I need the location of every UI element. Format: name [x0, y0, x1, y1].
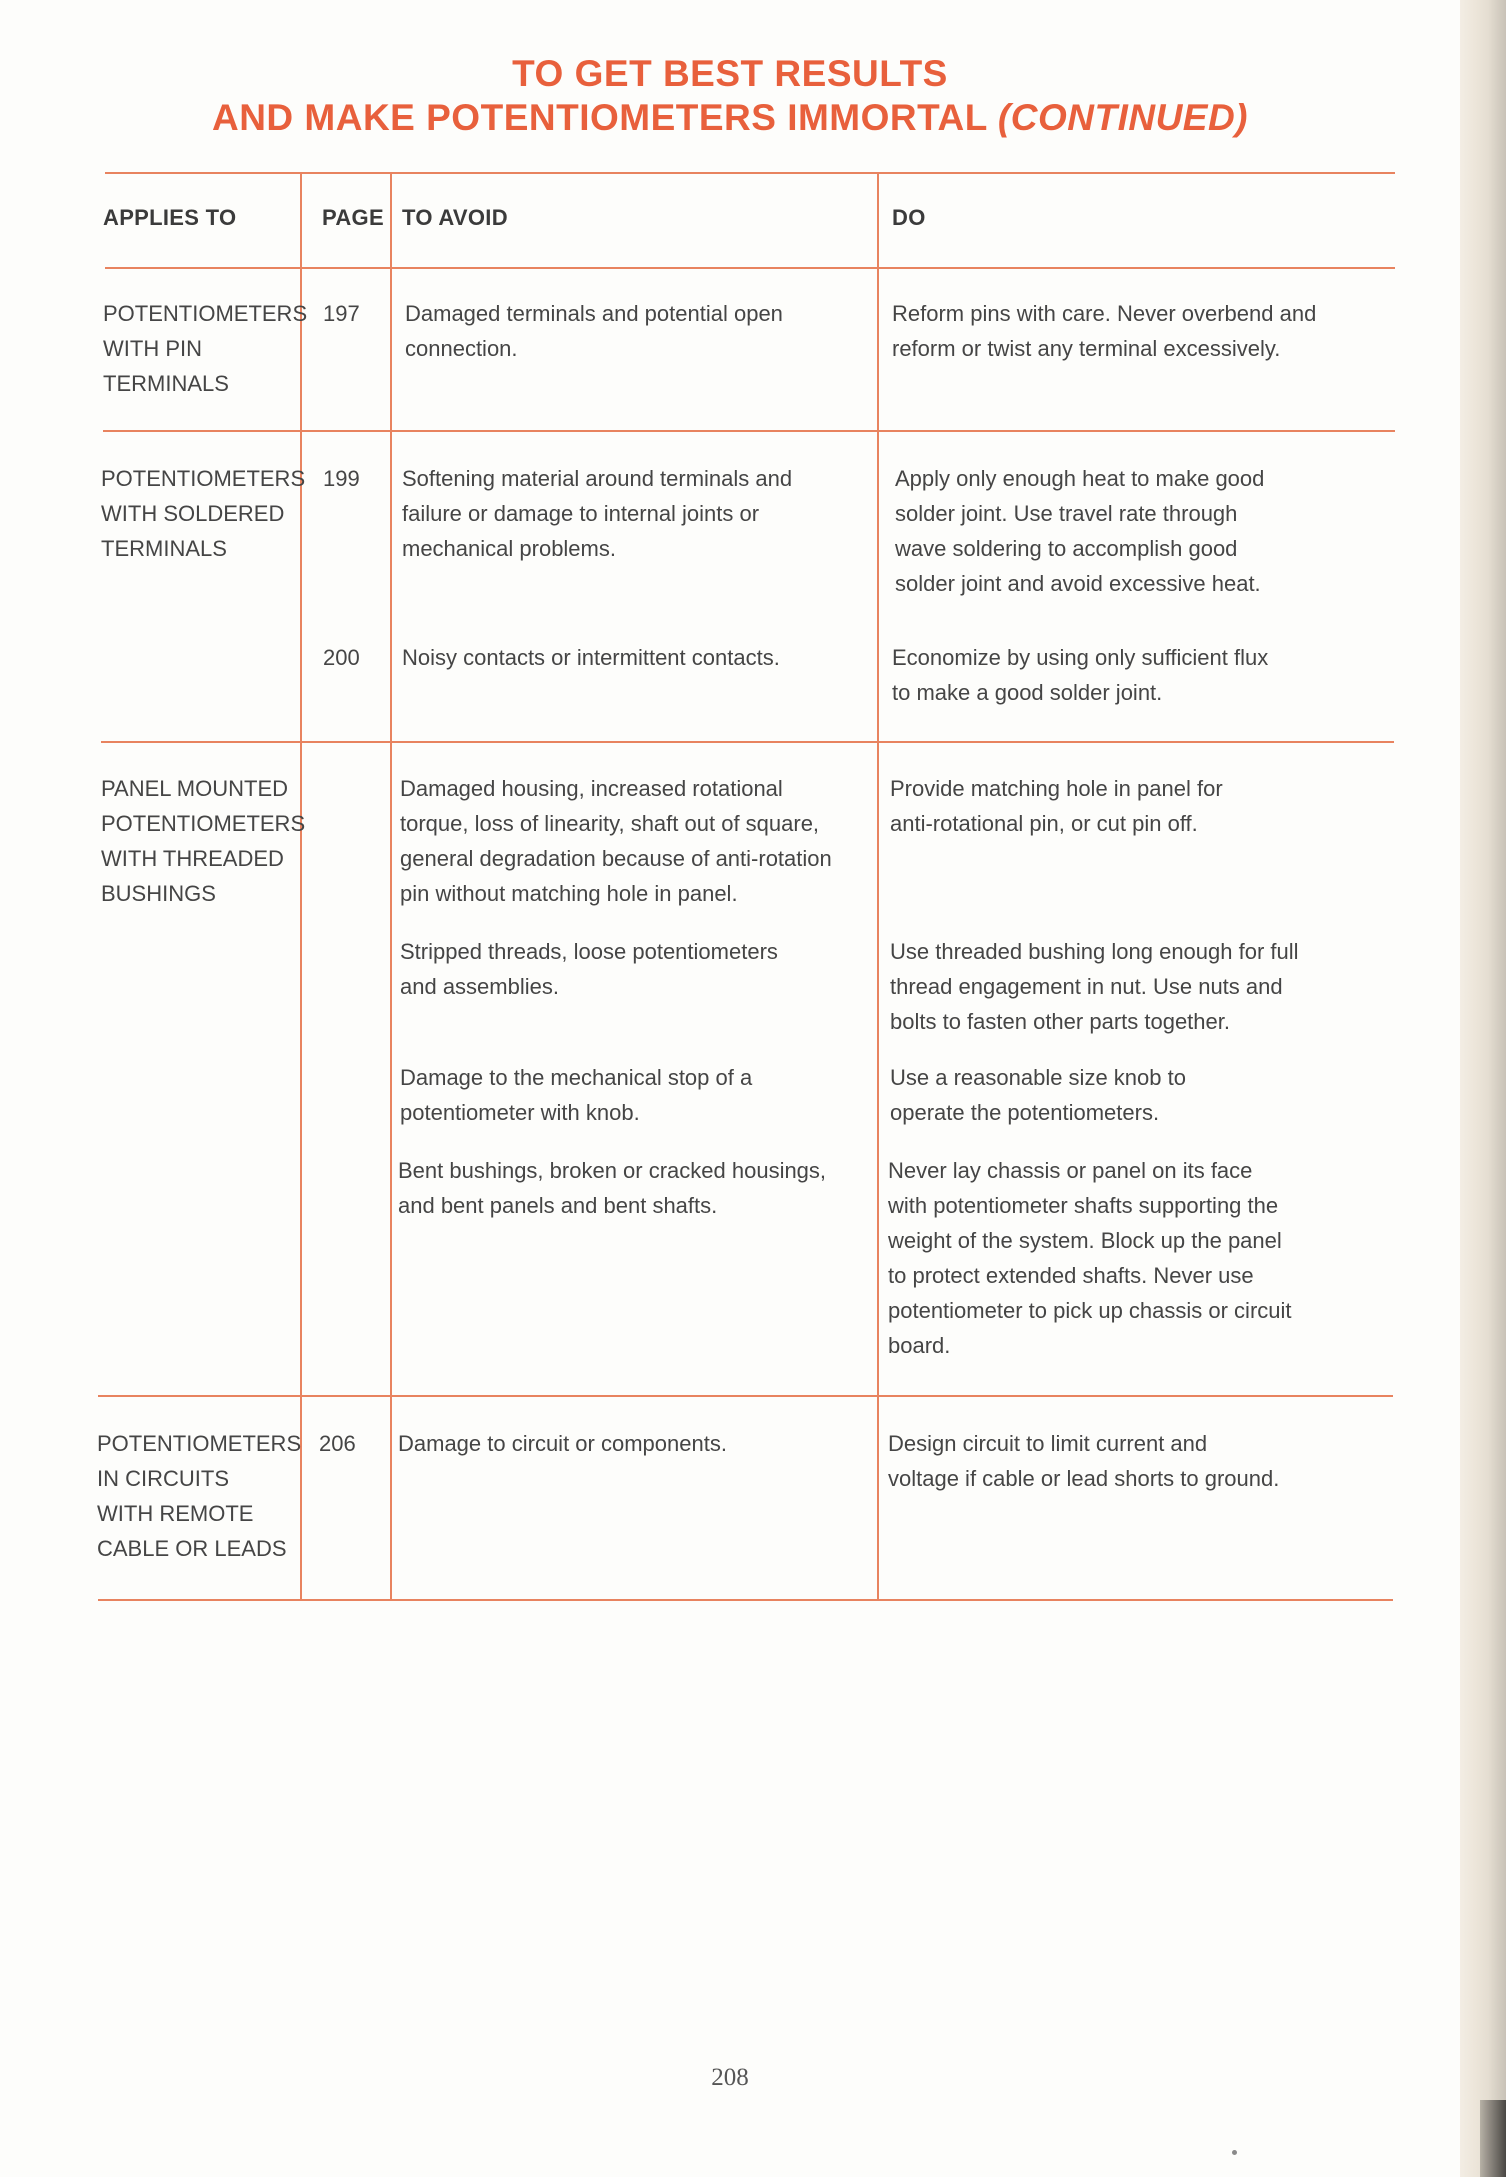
row-2-entry-1-page: 199 [323, 466, 360, 491]
row-2-entry-1-do: Apply only enough heat to make good solder joint. Use travel rate through wave soldering to accomplish good solder joint and avoid excessive heat. [895, 466, 1265, 596]
title-line-1: TO GET BEST RESULTS [512, 53, 948, 94]
table-col-divider-3 [877, 172, 879, 1600]
row-3-entry-2-to-avoid: Stripped threads, loose potentiometers and assemblies. [400, 939, 778, 999]
row-2-entry-1-to-avoid: Softening material around terminals and failure or damage to internal joints or mechanical problems. [402, 466, 793, 561]
row-3-entry-1-to-avoid: Damaged housing, increased rotational torque, loss of linearity, shaft out of square, general degradation because of anti-rotation pin without matching hole in panel. [400, 776, 832, 906]
row-4-applies-to: POTENTIOMETERS IN CIRCUITS WITH REMOTE CABLE OR LEADS [97, 1431, 302, 1561]
row-3-applies-to: PANEL MOUNTED POTENTIOMETERS WITH THREADED BUSHINGS [101, 776, 306, 906]
page-title [140, 52, 1320, 140]
row-4-do: Design circuit to limit current and voltage if cable or lead shorts to ground. [888, 1431, 1280, 1491]
table-rule-row-1 [103, 430, 1395, 432]
row-3-entry-2-do: Use threaded bushing long enough for full thread engagement in nut. Use nuts and bolts to fasten other parts together. [890, 939, 1299, 1034]
title-line-2 [140, 96, 1320, 140]
table-rule-row-3 [98, 1395, 1393, 1397]
speck-mark [1232, 2150, 1237, 2155]
table-col-divider-2 [390, 172, 392, 1600]
row-3-entry-1-do: Provide matching hole in panel for anti-rotational pin, or cut pin off. [890, 776, 1223, 836]
table-rule-header-bottom [105, 267, 1395, 269]
row-2-entry-2-to-avoid: Noisy contacts or intermittent contacts. [402, 645, 780, 670]
row-1-page: 197 [323, 301, 360, 326]
row-1-applies-to: POTENTIOMETERS WITH PIN TERMINALS [103, 301, 308, 396]
page-number: 208 [711, 2064, 749, 2091]
header-page: PAGE [322, 205, 384, 230]
row-1-to-avoid: Damaged terminals and potential open connection. [405, 301, 783, 361]
table-rule-bottom [98, 1599, 1393, 1601]
row-4-page: 206 [319, 1431, 356, 1456]
page-edge-shadow [1488, 0, 1506, 2177]
table-rule-row-2 [101, 741, 1394, 743]
row-3-entry-3-to-avoid: Damage to the mechanical stop of a potentiometer with knob. [400, 1065, 753, 1125]
header-applies-to: APPLIES TO [103, 205, 237, 230]
row-3-entry-4-do: Never lay chassis or panel on its face with potentiometer shafts supporting the weight of the system. Block up the panel to protect extended shafts. Never use potentiometer to pick up chassis or circuit board. [888, 1158, 1292, 1358]
row-2-entry-2-do: Economize by using only sufficient flux to make a good solder joint. [892, 645, 1269, 705]
table-rule-top [105, 172, 1395, 174]
header-do: DO [892, 205, 926, 230]
row-4-to-avoid: Damage to circuit or components. [398, 1431, 727, 1456]
row-1-do: Reform pins with care. Never overbend and reform or twist any terminal excessively. [892, 301, 1317, 361]
row-3-entry-4-to-avoid: Bent bushings, broken or cracked housings, and bent panels and bent shafts. [398, 1158, 827, 1218]
title-continued: (CONTINUED) [997, 97, 1249, 138]
title-line-2-text: AND MAKE POTENTIOMETERS IMMORTAL [211, 97, 988, 138]
header-to-avoid: TO AVOID [402, 205, 508, 230]
binding-shadow [1480, 2100, 1506, 2177]
row-3-entry-3-do: Use a reasonable size knob to operate the potentiometers. [890, 1065, 1186, 1125]
row-2-entry-2-page: 200 [323, 645, 360, 670]
row-2-applies-to: POTENTIOMETERS WITH SOLDERED TERMINALS [101, 466, 306, 561]
